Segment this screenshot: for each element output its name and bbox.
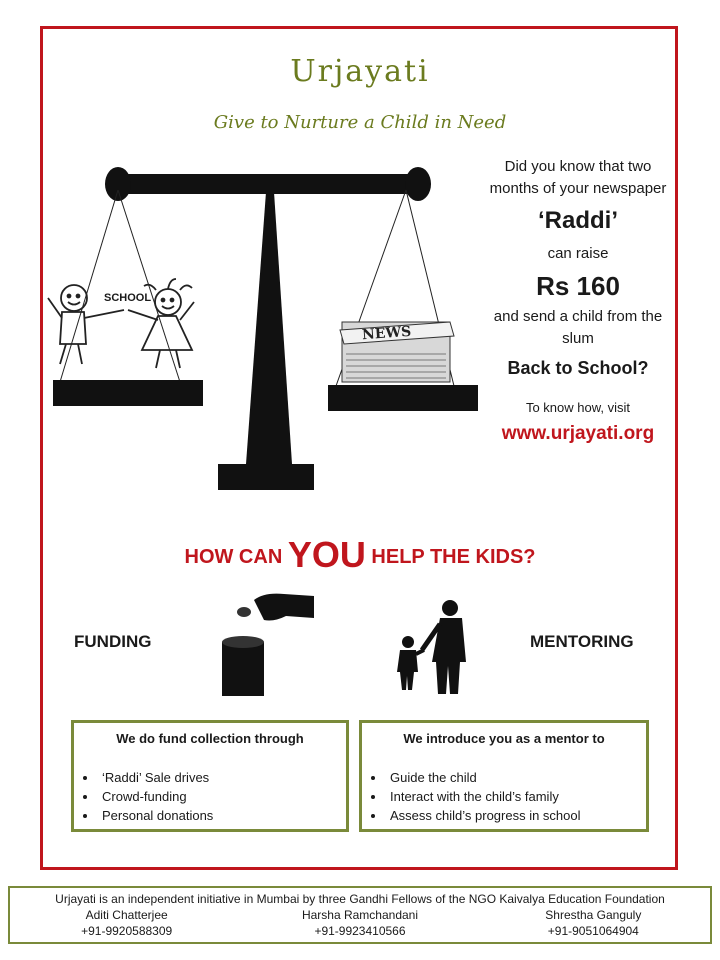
school-label: SCHOOL	[104, 292, 152, 304]
can-raise-text: can raise	[547, 245, 609, 262]
brand-logo: Urjayati	[290, 54, 430, 89]
question-text: Did you know that two months of your newspaper	[489, 158, 667, 197]
raddi-text: ‘Raddi’	[537, 207, 618, 234]
back-to-school-text: Back to School?	[507, 358, 649, 378]
raddi-info	[478, 156, 678, 445]
footer-phones	[10, 924, 710, 938]
contact-phone[interactable]: +91-9051064904	[547, 924, 639, 938]
contact-name: Harsha Ramchandani	[301, 908, 419, 922]
parent-child-icon	[390, 598, 480, 696]
footer-intro: Urjayati is an independent initiative in Mumbai by three Gandhi Fellows of the NGO Kaivalya Education Foundation	[55, 892, 665, 906]
list-item: • Assess child’s progress in school	[386, 806, 646, 825]
website-link[interactable]: www.urjayati.org	[501, 423, 655, 444]
help-heading	[0, 534, 720, 576]
right-pan	[328, 385, 478, 411]
contact-phone[interactable]: +91-9920588309	[81, 924, 173, 938]
footer	[8, 886, 712, 944]
funding-box	[71, 720, 349, 832]
mentoring-box-title: We introduce you as a mentor to	[403, 731, 605, 746]
send-text: and send a child from the slum	[493, 308, 663, 347]
help-emphasis: YOU	[287, 534, 366, 575]
help-suffix: HELP THE KIDS?	[371, 546, 536, 568]
footer-names	[10, 908, 710, 922]
newspaper-stack-icon	[340, 322, 454, 382]
contact-name: Shrestha Ganguly	[545, 908, 642, 922]
mentoring-box	[359, 720, 649, 832]
tagline: Give to Nurture a Child in Need	[213, 112, 507, 133]
list-item: • Crowd-funding	[98, 787, 346, 806]
mentoring-label: MENTORING	[530, 632, 634, 651]
funding-box-title: We do fund collection through	[116, 731, 304, 746]
amount-text: Rs 160	[536, 271, 620, 301]
contact-name: Aditi Chatterjee	[85, 908, 168, 922]
visit-text: To know how, visit	[525, 400, 631, 415]
coin-donation-icon	[214, 586, 324, 698]
funding-label: FUNDING	[74, 632, 152, 651]
funding-list	[74, 768, 346, 825]
newspaper-label: NEWS	[361, 323, 412, 344]
list-item: • ‘Raddi’ Sale drives	[98, 768, 346, 787]
left-pan	[53, 380, 203, 406]
help-prefix: HOW CAN	[184, 546, 283, 568]
list-item: • Personal donations	[98, 806, 346, 825]
mentoring-list	[362, 768, 646, 825]
list-item: • Guide the child	[386, 768, 646, 787]
balance-scale-illustration	[40, 150, 480, 500]
list-item: • Interact with the child’s family	[386, 787, 646, 806]
contact-phone[interactable]: +91-9923410566	[314, 924, 406, 938]
